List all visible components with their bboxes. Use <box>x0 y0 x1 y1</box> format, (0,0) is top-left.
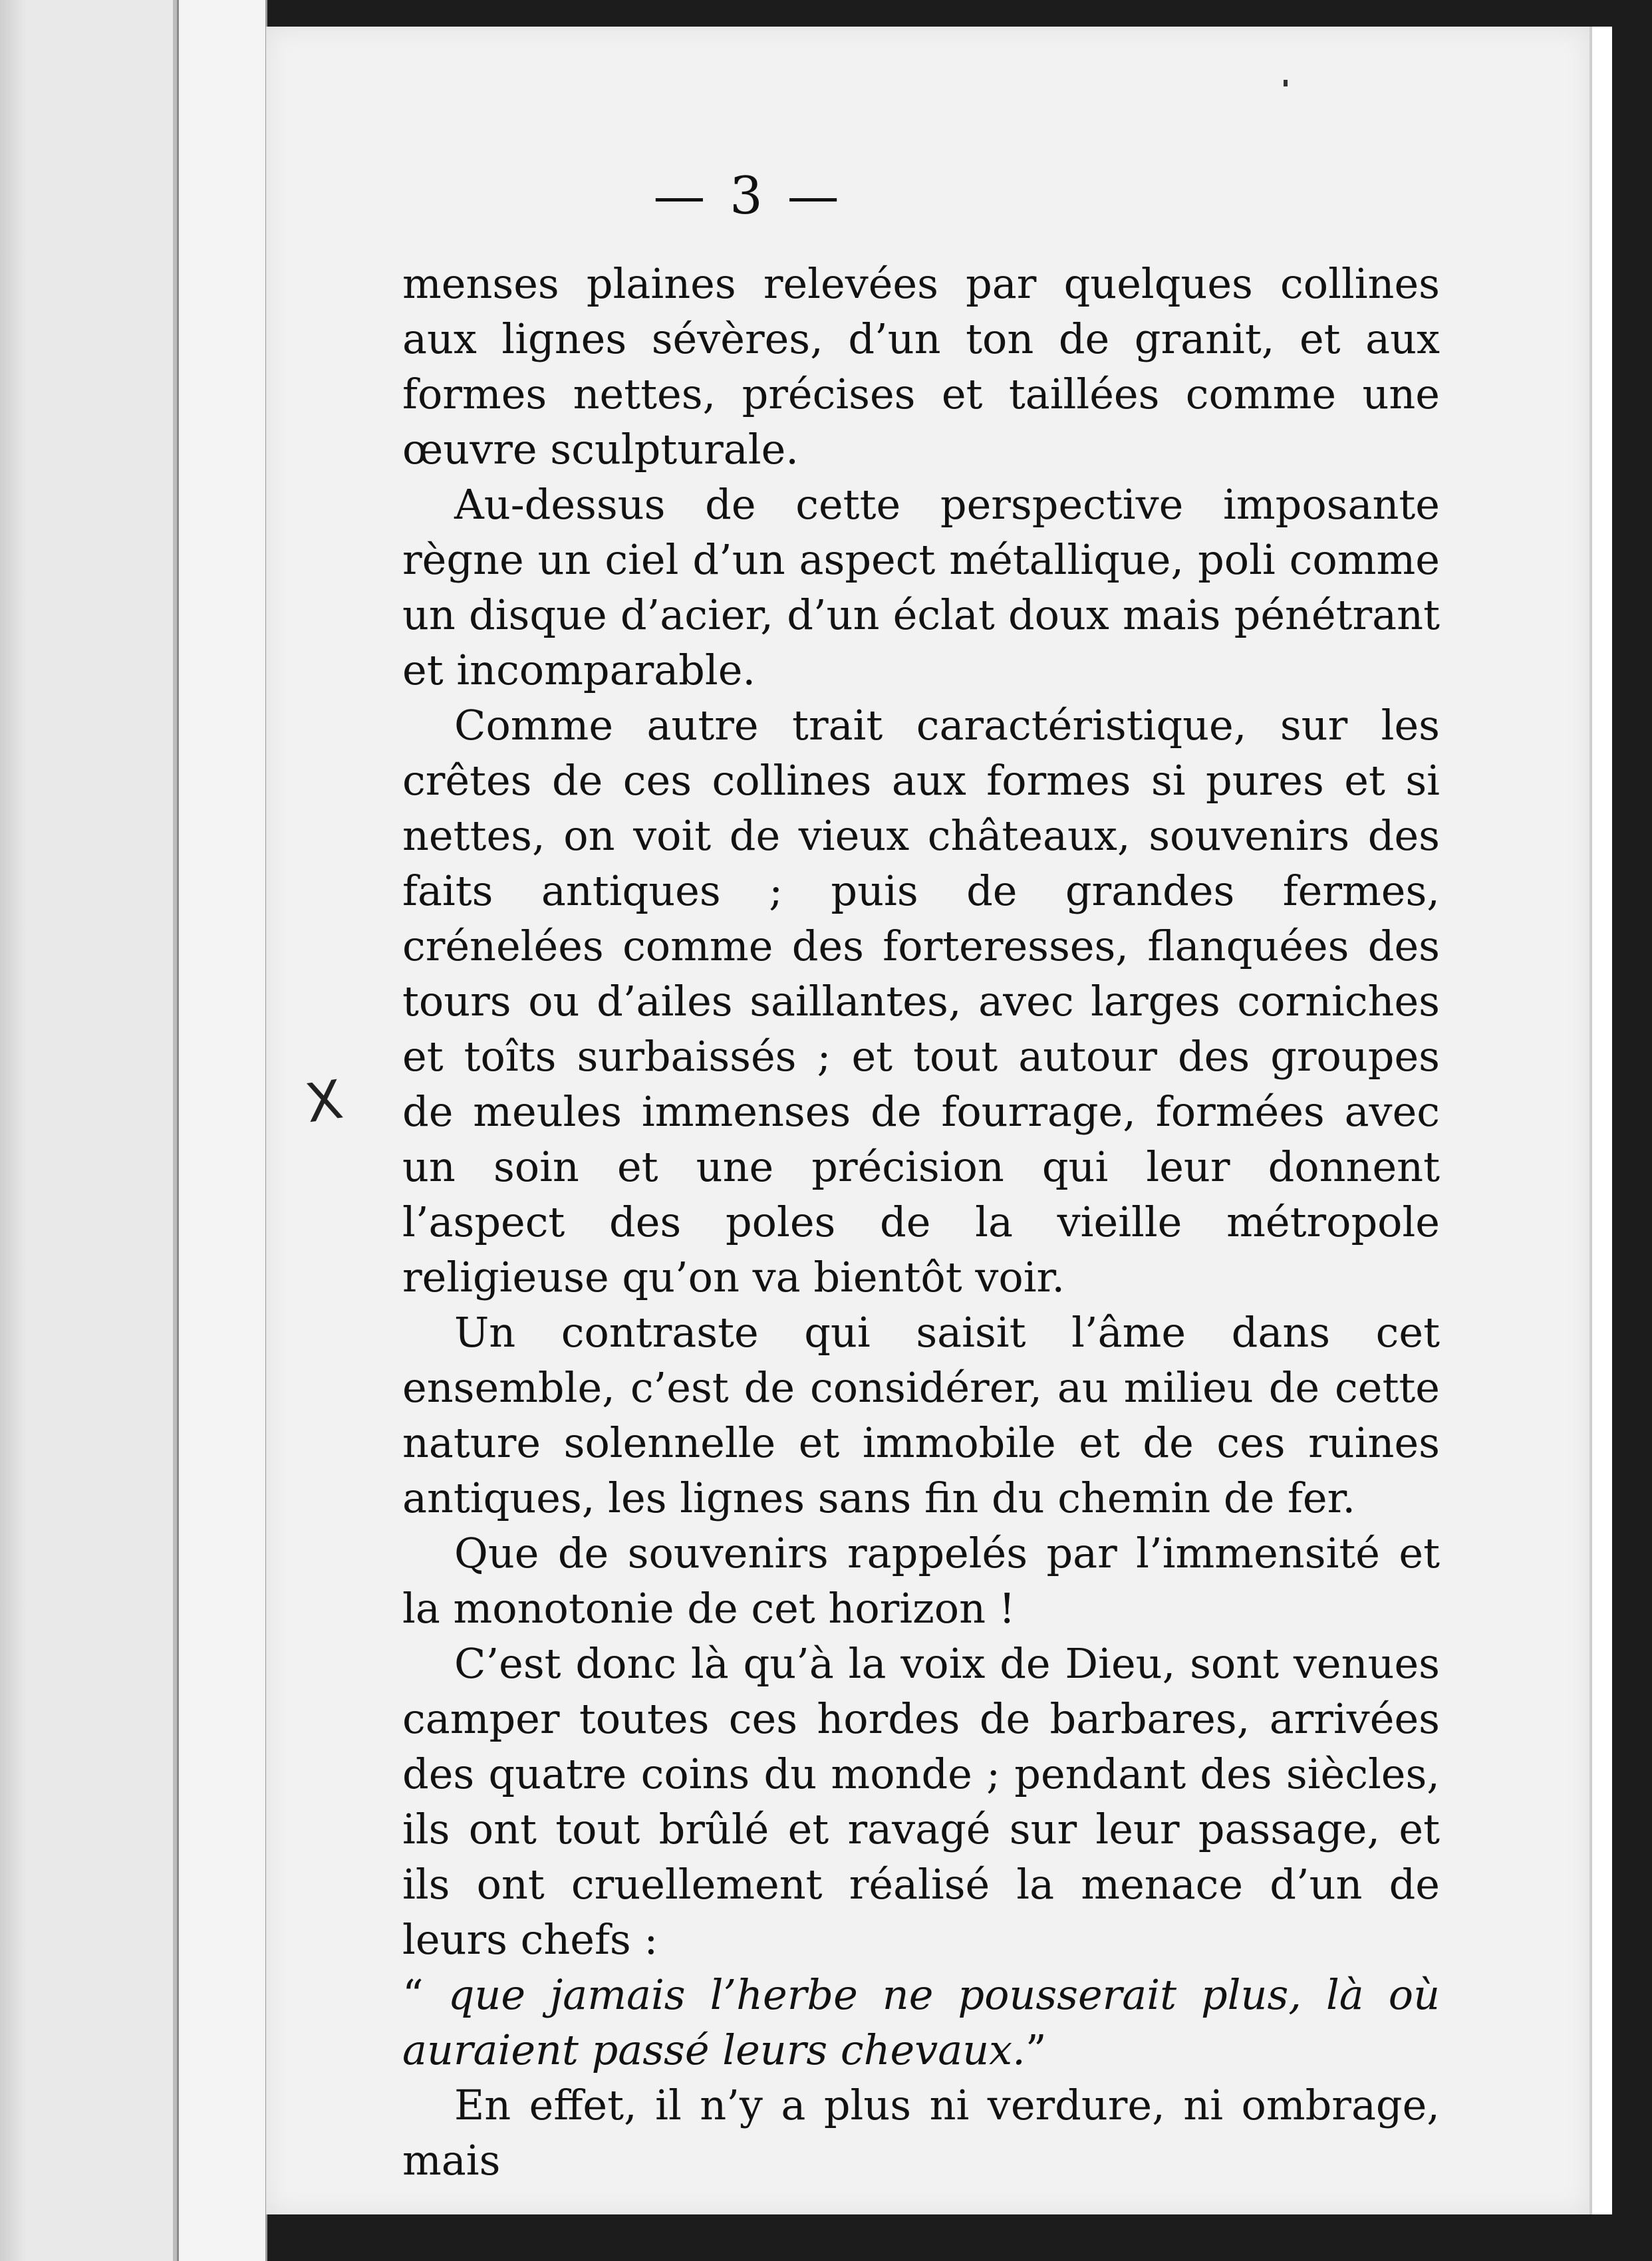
quote-close-mark: ” <box>1025 2026 1047 2074</box>
quote-open-mark: “ <box>402 1970 448 2019</box>
paragraph-5: Que de souvenirs rappelés par l’immensité et la monotonie de cet horizon ! <box>402 1529 1440 1633</box>
book-gutter <box>177 0 267 2261</box>
paragraph-1: menses plaines relevées par quelques collines aux lignes sévères, d’un ton de granit, et aux formes nettes, précises et taillées comme une œuvre sculpturale. <box>402 259 1440 473</box>
page-number: — 3 — <box>653 166 843 226</box>
dust-speck <box>1284 80 1288 86</box>
paragraph-3: Comme autre trait caractéristique, sur les crêtes de ces collines aux formes si pures et si nettes, on voit de vieux châteaux, souvenirs des faits antiques ; puis de grandes fermes, crénelées comme des forteresses, flanquées des tours ou d’ailes saillantes, avec larges corniches et toîts surbaissés ; et tout autour des groupes de meules immenses de fourrage, formées avec un soin et une précision qui leur donnent l’aspect des poles de la vieille métropole religieuse qu’on va bientôt voir. <box>402 701 1440 1301</box>
margin-annotation-mark: X <box>301 1068 347 1135</box>
facing-page-shade <box>0 0 27 2261</box>
page-edge <box>1592 27 1612 2214</box>
paragraph-2: Au-dessus de cette perspective imposante règne un ciel d’un aspect métallique, poli comme un disque d’acier, d’un éclat doux mais pénétrant et incomparable. <box>402 480 1440 694</box>
facing-page-left <box>0 0 177 2261</box>
quote-text: que jamais l’herbe ne pousserait plus, là où auraient passé leurs chevaux. <box>402 1970 1441 2074</box>
paragraph-4: Un contraste qui saisit l’âme dans cet ensemble, c’est de considérer, au milieu de cette nature solennelle et immobile et de ces ruines antiques, les lignes sans fin du chemin de fer. <box>402 1308 1440 1522</box>
quotation <box>402 1967 1440 2077</box>
page-body-text <box>402 256 1440 2188</box>
paragraph-7: En effet, il n’y a plus ni verdure, ni ombrage, mais <box>402 2081 1440 2185</box>
paragraph-6: C’est donc là qu’à la voix de Dieu, sont venues camper toutes ces hordes de barbares, arrivées des quatre coins du monde ; pendant des siècles, ils ont tout brûlé et ravagé sur leur passage, et ils ont cruellement réalisé la menace d’un de leurs chefs : <box>402 1639 1440 1964</box>
